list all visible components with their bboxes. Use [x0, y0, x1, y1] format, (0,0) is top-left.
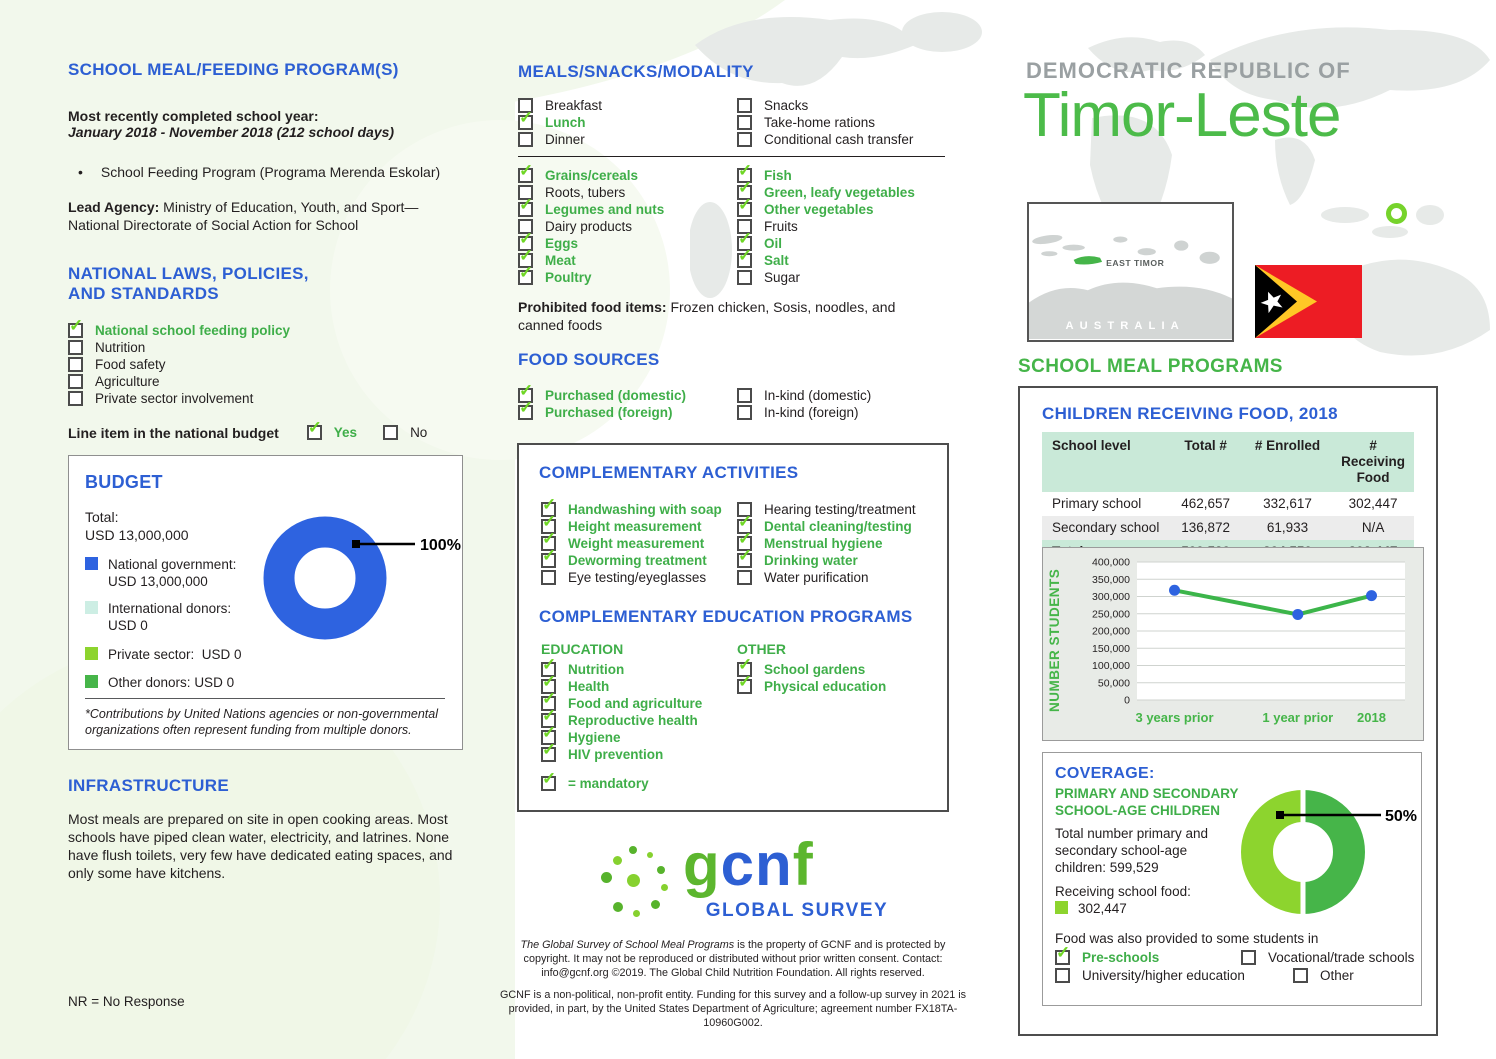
legend-label: International donors:: [108, 601, 232, 616]
checkbox-icon[interactable]: [1293, 968, 1308, 983]
modality-col1: [518, 97, 602, 148]
col-header-school-level: School level: [1042, 432, 1168, 492]
checkbox-item-snacks[interactable]: Snacks: [737, 97, 913, 114]
checkbox-icon[interactable]: [541, 570, 556, 585]
sources-col1: [518, 387, 686, 421]
legend-swatch: [85, 647, 98, 660]
legend-value: USD 0: [108, 618, 148, 633]
education-label: EDUCATION: [541, 641, 624, 657]
prohibited-label: Prohibited food items:: [518, 299, 667, 315]
svg-text:100,000: 100,000: [1092, 660, 1130, 672]
footer-copyright: [498, 938, 968, 980]
checkbox-item-dinner[interactable]: Dinner: [518, 131, 602, 148]
section-title-school-meal-programs: SCHOOL MEAL/FEEDING PROGRAM(S): [68, 60, 399, 79]
budget-title: BUDGET: [85, 472, 163, 492]
checkbox-item-hearing-testing[interactable]: Hearing testing/treatment: [737, 501, 916, 518]
checkbox-item-conditional-cash-transfer[interactable]: Conditional cash transfer: [737, 131, 913, 148]
checkbox-item-inkind-domestic[interactable]: In-kind (domestic): [737, 387, 871, 404]
checkbox-item-national-school-feeding-policy[interactable]: ✓ National school feeding policy: [68, 322, 290, 339]
checkbox-item-edu-reproductive-health[interactable]: ✓ Reproductive health: [541, 712, 702, 729]
receiving-legend: [1055, 900, 1127, 917]
checkbox-item-vocational[interactable]: Vocational/trade schools: [1241, 949, 1414, 966]
svg-text:0: 0: [1124, 694, 1130, 707]
laws-title-line1: NATIONAL LAWS, POLICIES,: [68, 264, 309, 283]
meals-title: MEALS/SNACKS/MODALITY: [518, 62, 754, 81]
checkbox-item-breakfast[interactable]: Breakfast: [518, 97, 602, 114]
lead-agency-value: Ministry of Education, Youth, and Sport—National Directorate of Social Action for School: [68, 199, 419, 233]
checkbox-icon[interactable]: [518, 270, 533, 285]
checkbox-item-purchased-domestic[interactable]: ✓ Purchased (domestic): [518, 387, 686, 404]
modality-col2: [737, 97, 913, 148]
checkbox-item-lunch[interactable]: ✓ Lunch: [518, 114, 602, 131]
location-marker-icon: [1386, 203, 1407, 224]
svg-text:350,000: 350,000: [1092, 573, 1130, 586]
checkbox-icon[interactable]: [1241, 950, 1256, 965]
legend-label: Other donors:: [108, 675, 191, 690]
svg-text:50,000: 50,000: [1097, 677, 1130, 690]
checkbox-item-other-vegetables[interactable]: ✓ Other vegetables: [737, 201, 915, 218]
checkbox-item-height-measurement[interactable]: ✓ Height measurement: [541, 518, 722, 535]
legend-swatch: [1055, 901, 1068, 914]
checkbox-icon[interactable]: [307, 425, 322, 440]
checkbox-icon[interactable]: [1055, 968, 1070, 983]
legend-swatch: [85, 601, 98, 614]
checkbox-icon[interactable]: [737, 270, 752, 285]
gcnf-logo-dots-icon: [597, 842, 679, 924]
budget-total-value: USD 13,000,000: [85, 527, 189, 543]
col-header-receiving: # Receiving Food: [1332, 432, 1414, 492]
checkbox-item-legumes-nuts[interactable]: ✓ Legumes and nuts: [518, 201, 664, 218]
budget-footnote: *Contributions by United Nations agencies or non-governmental organizations often represent funding from multiple donors.: [85, 707, 438, 737]
checkbox-item-meat[interactable]: ✓ Meat: [518, 252, 664, 269]
checkbox-item-fish[interactable]: ✓ Fish: [737, 167, 915, 184]
budget-box: [68, 455, 463, 750]
checkbox-item-yes[interactable]: ✓ Yes: [307, 424, 357, 441]
checkbox-icon[interactable]: [518, 168, 533, 183]
checkbox-item-grains-cereals[interactable]: ✓ Grains/cereals: [518, 167, 664, 184]
checkbox-icon[interactable]: [737, 679, 752, 694]
east-timor-label: EAST TIMOR: [1106, 257, 1165, 268]
checkbox-icon[interactable]: [383, 425, 398, 440]
checkbox-item-salt[interactable]: ✓ Salt: [737, 252, 915, 269]
budget-donut-chart: [247, 496, 462, 661]
receiving-value: 302,447: [1078, 901, 1127, 916]
laws-title-line2: AND STANDARDS: [68, 284, 219, 303]
checkbox-item-edu-hygiene[interactable]: ✓ Hygiene: [541, 729, 702, 746]
checkbox-item-drinking-water[interactable]: ✓ Drinking water: [737, 552, 916, 569]
checkbox-item-edu-food-agriculture[interactable]: ✓ Food and agriculture: [541, 695, 702, 712]
school-year-label: Most recently completed school year:: [68, 108, 319, 124]
coverage-total-line1: Total number primary and: [1055, 826, 1209, 841]
australia-label: AUSTRALIA: [1065, 319, 1185, 332]
col-header-enrolled: # Enrolled: [1243, 432, 1332, 492]
checkbox-item-green-leafy-vegetables[interactable]: ✓ Green, leafy vegetables: [737, 184, 915, 201]
coverage-callout-label: 50%: [1385, 808, 1418, 825]
checkbox-item-eggs[interactable]: ✓ Eggs: [518, 235, 664, 252]
logo-letter-g: g: [683, 831, 721, 898]
gcnf-logo: [597, 831, 897, 932]
checkbox-icon[interactable]: [541, 553, 556, 568]
checkbox-icon[interactable]: [737, 553, 752, 568]
education-programs-title: COMPLEMENTARY EDUCATION PROGRAMS: [539, 607, 913, 626]
activities-col2: [737, 501, 916, 586]
trend-svg: [1073, 554, 1417, 734]
bullet-icon: •: [78, 164, 83, 180]
budget-divider: [85, 698, 445, 699]
logo-subtitle: GLOBAL SURVEY: [705, 900, 889, 921]
checkbox-icon[interactable]: [518, 115, 533, 130]
activities-col1: [541, 501, 722, 586]
col-header-total: Total #: [1168, 432, 1242, 492]
checkbox-item-deworming[interactable]: ✓ Deworming treatment: [541, 552, 722, 569]
checkbox-item-water-purification[interactable]: Water purification: [737, 569, 916, 586]
program-name: School Feeding Program (Programa Merenda Eskolar): [100, 164, 441, 180]
checkbox-icon[interactable]: [737, 570, 752, 585]
complementary-box: [517, 443, 949, 812]
checkbox-icon: [541, 776, 556, 791]
checkbox-item-menstrual-hygiene[interactable]: ✓ Menstrual hygiene: [737, 535, 916, 552]
footer-copyright-rest: is the property of GCNF and is protected by copyright. It may not be reproduced or distributed without prior written consent. Contact: info@gcnf.org ©2019. The Global Child Nutrition Foundation. All rights reserved.: [523, 939, 946, 979]
children-receiving-title: CHILDREN RECEIVING FOOD, 2018: [1042, 404, 1338, 423]
country-name: Timor-Leste: [1023, 81, 1341, 150]
legend-value: USD 0: [201, 647, 242, 662]
school-meal-programs-title: SCHOOL MEAL PROGRAMS: [1018, 356, 1283, 377]
checkbox-icon[interactable]: [518, 132, 533, 147]
country-pre-title: DEMOCRATIC REPUBLIC OF: [1026, 58, 1351, 83]
checkbox-item-poultry[interactable]: ✓ Poultry: [518, 269, 664, 286]
checkbox-item-food-safety[interactable]: Food safety: [68, 356, 290, 373]
checkbox-item-edu-health[interactable]: ✓ Health: [541, 678, 702, 695]
checkbox-item-pre-schools[interactable]: ✓ Pre-schools: [1055, 949, 1205, 966]
coverage-total-line3: children: 599,529: [1055, 860, 1159, 875]
table-header-row: [1042, 432, 1414, 492]
svg-text:300,000: 300,000: [1092, 591, 1130, 603]
checkbox-item-edu-nutrition[interactable]: ✓ Nutrition: [541, 661, 702, 678]
laws-checklist: [68, 322, 290, 407]
sources-col2: [737, 387, 871, 421]
checkbox-icon[interactable]: [1055, 950, 1070, 965]
school-meal-programs-box: [1018, 386, 1438, 1036]
table-row-secondary: Secondary school 136,872 61,933 N/A: [1042, 516, 1414, 540]
coverage-total-line2: secondary school-age: [1055, 843, 1188, 858]
legend-swatch: [85, 675, 98, 688]
checkbox-icon[interactable]: [737, 405, 752, 420]
checkbox-item-sugar[interactable]: Sugar: [737, 269, 915, 286]
mandatory-legend: ✓ = mandatory: [541, 775, 649, 792]
budget-total-label: Total:: [85, 509, 119, 525]
y-axis-label: NUMBER STUDENTS: [1047, 568, 1062, 712]
svg-text:150,000: 150,000: [1092, 642, 1130, 655]
budget-line-item-label: Line item in the national budget: [68, 424, 279, 441]
checkbox-item-school-gardens[interactable]: ✓ School gardens: [737, 661, 886, 678]
gcnf-wordmark: [683, 830, 814, 899]
infrastructure-text: Most meals are prepared on site in open cooking areas. Most schools have piped clean water, electricity, and latrines. None have flush toilets, very few have dedicated eating spaces, and only some have kitchens.: [68, 811, 453, 881]
svg-text:3 years prior: 3 years prior: [1135, 710, 1214, 725]
checkbox-icon[interactable]: [68, 391, 83, 406]
checkbox-item-weight-measurement[interactable]: ✓ Weight measurement: [541, 535, 722, 552]
checkbox-icon[interactable]: [541, 747, 556, 762]
donut-seam: [1301, 785, 1306, 919]
legend-item-other-donors: [85, 674, 305, 691]
checkbox-icon[interactable]: [68, 374, 83, 389]
svg-text:1 year prior: 1 year prior: [1262, 710, 1334, 725]
legend-swatch: [85, 557, 98, 570]
legend-value: USD 13,000,000: [108, 574, 208, 589]
checkbox-icon[interactable]: [737, 253, 752, 268]
east-timor-island: [1074, 256, 1102, 264]
foods-col1: [518, 167, 664, 286]
footer-funding: GCNF is a non-political, non-profit entity. Funding for this survey and a follow-up survey in 2021 is provided, in part, by the United States Department of Agriculture; agreement number FX18TA-10960G002.: [499, 989, 967, 1029]
footer-survey-name: The Global Survey of School Meal Programs: [520, 939, 735, 951]
callout-marker: [1276, 811, 1284, 819]
checkbox-item-no[interactable]: No: [383, 424, 427, 441]
checkbox-item-fruits[interactable]: Fruits: [737, 218, 915, 235]
coverage-title: COVERAGE:: [1055, 765, 1155, 782]
checkbox-item-university[interactable]: University/higher education: [1055, 967, 1263, 984]
checkbox-icon[interactable]: [737, 388, 752, 403]
coverage-box: [1042, 752, 1422, 1006]
checkbox-item-inkind-foreign[interactable]: In-kind (foreign): [737, 404, 871, 421]
checkbox-item-roots-tubers[interactable]: Roots, tubers: [518, 184, 664, 201]
checkbox-icon[interactable]: [68, 323, 83, 338]
legend-value: USD 0: [194, 675, 235, 690]
receiving-label: Receiving school food:: [1055, 884, 1191, 899]
legend-label: Private sector:: [108, 647, 195, 662]
svg-text:250,000: 250,000: [1092, 608, 1130, 621]
logo-letters-cn: cn: [720, 831, 793, 898]
foods-col2: [737, 167, 915, 286]
table-row-primary: Primary school 462,657 332,617 302,447: [1052, 496, 1398, 511]
checkbox-item-edu-hiv-prevention[interactable]: ✓ HIV prevention: [541, 746, 702, 763]
inset-map: [1027, 202, 1234, 342]
checkbox-item-take-home-rations[interactable]: Take-home rations: [737, 114, 913, 131]
checkbox-item-physical-education[interactable]: ✓ Physical education: [737, 678, 886, 695]
students-trend-chart: [1042, 547, 1424, 741]
infrastructure-title: INFRASTRUCTURE: [68, 776, 229, 795]
coverage-donut-chart: [1233, 777, 1421, 927]
checkbox-icon[interactable]: [68, 357, 83, 372]
food-sources-title: FOOD SOURCES: [518, 350, 660, 369]
complementary-activities-title: COMPLEMENTARY ACTIVITIES: [539, 463, 799, 482]
checkbox-icon[interactable]: [68, 340, 83, 355]
checkbox-item-dairy-products[interactable]: Dairy products: [518, 218, 664, 235]
svg-text:2018: 2018: [1357, 710, 1386, 725]
timor-leste-flag: [1255, 265, 1362, 338]
checkbox-item-private-sector[interactable]: Private sector involvement: [68, 390, 290, 407]
lead-agency-label: Lead Agency:: [68, 199, 160, 215]
budget-callout-label: 100%: [420, 537, 461, 554]
logo-letter-f: f: [792, 831, 814, 898]
checkbox-icon[interactable]: [737, 98, 752, 113]
checkbox-item-nutrition[interactable]: Nutrition: [68, 339, 290, 356]
coverage-subtitle1: PRIMARY AND SECONDARY: [1055, 786, 1239, 801]
legend-label: National government:: [108, 557, 237, 572]
nr-note: NR = No Response: [68, 994, 185, 1009]
checkbox-item-oil[interactable]: ✓ Oil: [737, 235, 915, 252]
checkbox-item-agriculture[interactable]: Agriculture: [68, 373, 290, 390]
checkbox-icon[interactable]: [518, 405, 533, 420]
checkbox-item-dental-cleaning[interactable]: ✓ Dental cleaning/testing: [737, 518, 916, 535]
svg-text:200,000: 200,000: [1092, 625, 1130, 638]
education-items: [541, 661, 702, 763]
checkbox-item-other[interactable]: Other: [1293, 967, 1354, 984]
modality-divider: [518, 156, 945, 157]
callout-marker: [352, 540, 360, 548]
checkbox-icon[interactable]: [737, 115, 752, 130]
checkbox-icon[interactable]: [518, 202, 533, 217]
inset-map-graphic: [1029, 204, 1232, 340]
checkbox-item-eye-testing[interactable]: Eye testing/eyeglasses: [541, 569, 722, 586]
checkbox-item-purchased-foreign[interactable]: ✓ Purchased (foreign): [518, 404, 686, 421]
checkbox-item-handwashing[interactable]: ✓ Handwashing with soap: [541, 501, 722, 518]
also-provided-label: Food was also provided to some students in: [1055, 931, 1319, 946]
checkbox-icon[interactable]: [737, 132, 752, 147]
checkbox-icon[interactable]: [737, 202, 752, 217]
coverage-subtitle2: SCHOOL-AGE CHILDREN: [1055, 803, 1220, 818]
svg-text:400,000: 400,000: [1092, 556, 1130, 569]
other-items: [737, 661, 886, 695]
school-year-value: January 2018 - November 2018 (212 school days): [68, 124, 395, 140]
children-receiving-table: [1042, 432, 1414, 564]
other-label: OTHER: [737, 641, 786, 657]
prohibited-value: Frozen chicken, Sosis, noodles, and canned foods: [518, 299, 896, 333]
